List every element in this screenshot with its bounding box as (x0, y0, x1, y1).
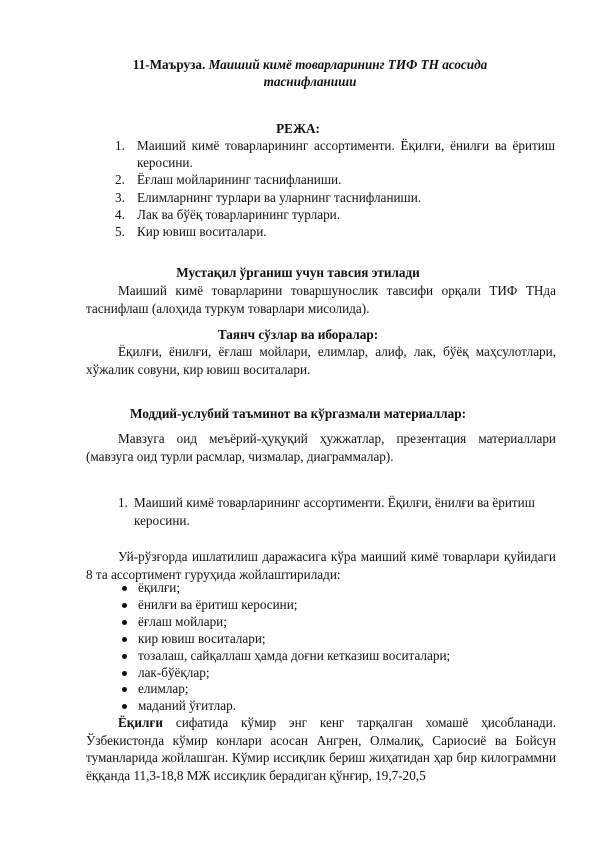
list-item: ёғлаш мойлари; (120, 614, 550, 631)
fuel-paragraph (86, 714, 556, 784)
plan-item: 4. Лак ва бўёқ товарларининг турлари. (115, 206, 341, 222)
fuel-text: сифатида кўмир энг кенг тарқалган хомашё ҳисобланади. Ўзбекистонда кўмир конлари асосан Ангрен, Олмалиқ, Сариосиё ва Бойсун туманларида жойлашган. Кўмир иссиқлик бериш жиҳатидан ҳар бир килограммни ёққанда 11,3-18,8 МЖ иссиқлик берадиган қўнғир, 19,7-20,5 (86, 715, 556, 783)
plan-item: 5. Кир ювиш воситалари. (115, 224, 267, 240)
plan-list (115, 137, 555, 240)
list-item: маданий ўғитлар. (120, 698, 550, 715)
section-1-title: 1. Маиший кимё товарларининг ассортименти. Ёқилғи, ёнилғи ва ёритиш керосини. (118, 495, 535, 528)
self-study-heading: Мустақил ўрганиш учун тавсия этилади (176, 265, 420, 280)
fuel-lead: Ёқилғи (118, 715, 163, 730)
list-item: елимлар; (120, 681, 550, 698)
materials-text: Мавзуга оид меъёрий-ҳуқуқий ҳужжатлар, презентация материаллари (мавзуга оид турли расмлар, чизмалар, диаграммалар). (86, 431, 556, 464)
plan-item: 3. Елимларнинг турлари ва уларнинг таснифланиши. (115, 189, 422, 205)
list-item: ёқилғи; (120, 580, 550, 597)
plan-item: 1. Маиший кимё товарларининг ассортименти. Ёқилғи, ёнилғи ва ёритиш керосини. (115, 138, 555, 171)
plan-heading: РЕЖА: (276, 121, 320, 136)
materials-heading: Моддий-услубий таъминот ва кўргазмали материаллар: (129, 406, 467, 421)
keywords-text: Ёқилғи, ёнилғи, ёғлаш мойлари, елимлар, алиф, лак, бўёқ маҳсулотлари, хўжалик совуни, кир ювиш воситалари. (86, 344, 556, 377)
lecture-number: 11-Маъруза. (132, 57, 206, 72)
lecture-title (100, 56, 520, 90)
list-item: лак-бўёқлар; (120, 665, 550, 682)
list-item: тозалаш, сайқаллаш ҳамда доғни кетказиш воситалари; (120, 648, 550, 665)
plan-item: 2. Ёғлаш мойларининг таснифланиши. (115, 172, 342, 188)
intro-text: Уй-рўзғорда ишлатилиш даражасига кўра маиший кимё товарлари қуйидаги 8 та ассортимент гуруҳида жойлаштирилади: (86, 549, 556, 582)
list-item: ёнилғи ва ёритиш керосини; (120, 597, 550, 614)
keywords-heading: Таянч сўзлар ва иборалар: (217, 327, 379, 342)
list-item: кир ювиш воситалари; (120, 631, 550, 648)
self-study-text: Маиший кимё товарларини товаршунослик тавсифи орқали ТИФ ТНда таснифлаш (алоҳида туркум товарлари мисолида). (86, 283, 556, 316)
lecture-subject: Маиший кимё товарларининг ТИФ ТН асосида таснифланиши (208, 57, 488, 89)
group-list (120, 580, 550, 715)
